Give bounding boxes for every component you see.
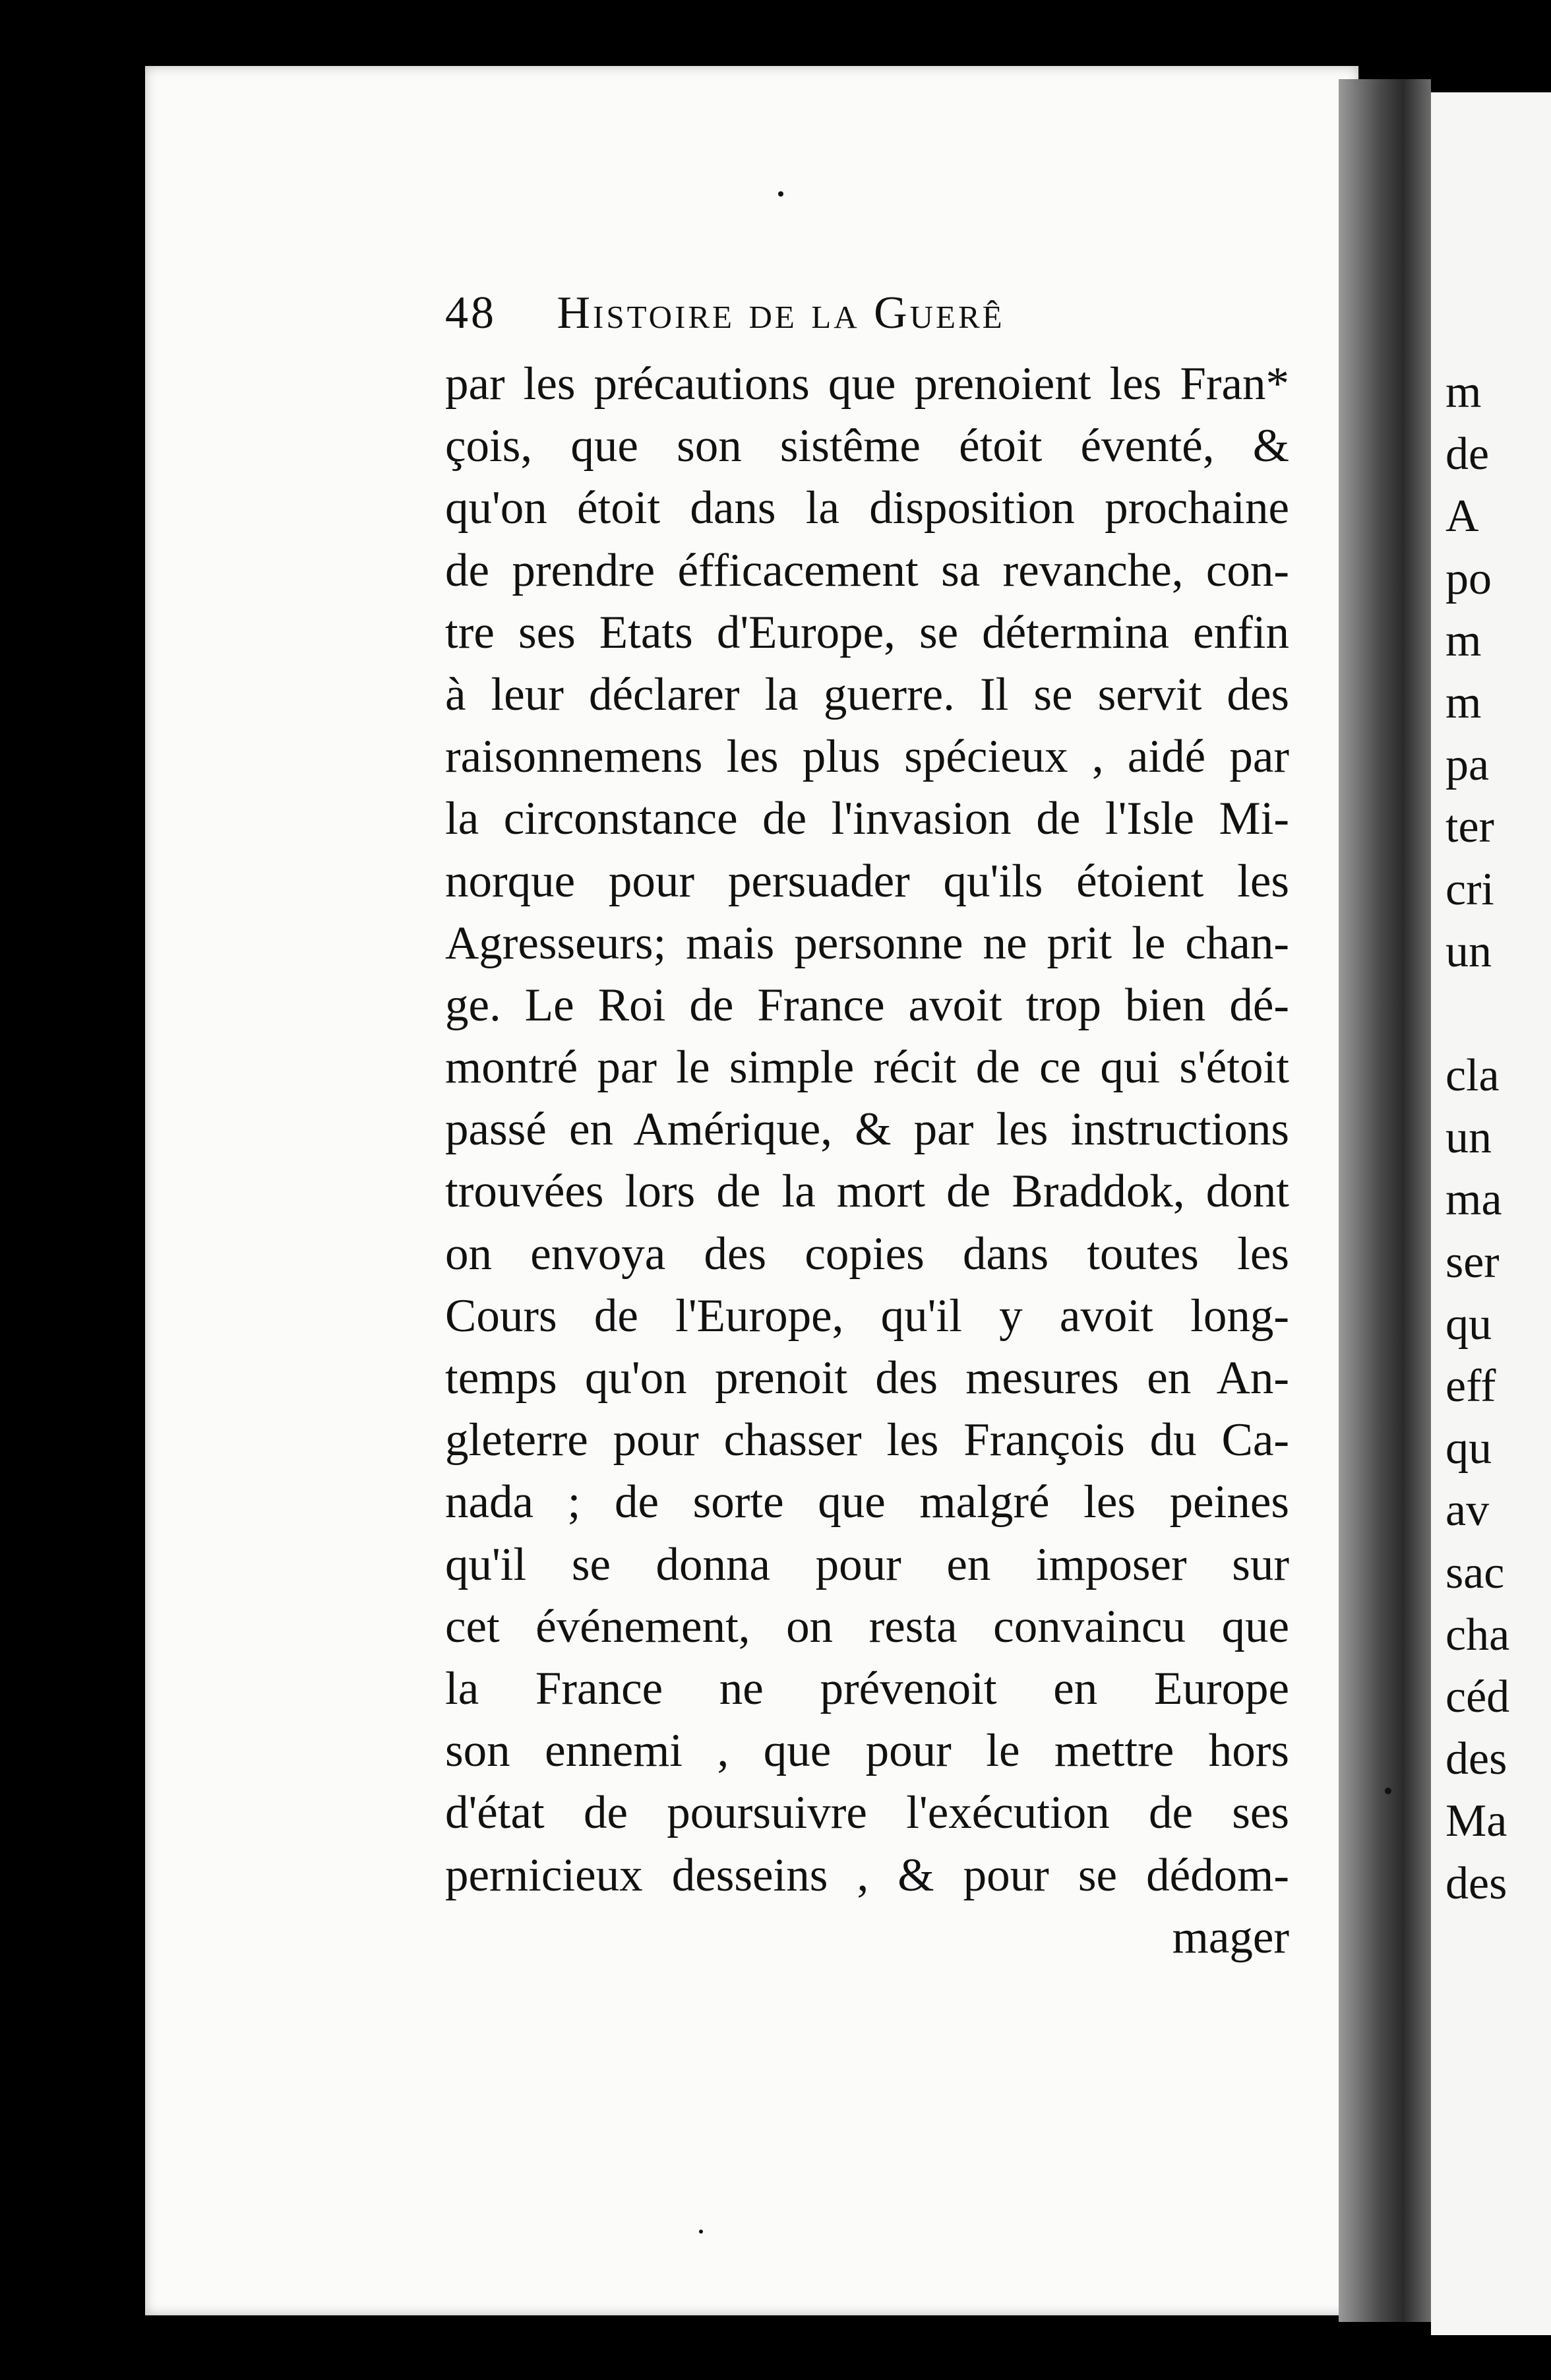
text-line: trouvées lors de la mort de Braddok, dont	[445, 1166, 1289, 1218]
facing-page-line: pa	[1445, 739, 1490, 791]
facing-page-line: céd	[1445, 1672, 1510, 1722]
facing-page-line: un	[1445, 925, 1492, 977]
text-line: par les précautions que prenoient les Fran*	[445, 358, 1289, 410]
facing-page-line: m	[1445, 677, 1482, 728]
text-line: qu'on étoit dans la disposition prochaine	[445, 482, 1289, 534]
facing-page-line: de	[1445, 429, 1490, 480]
text-line: qu'il se donna pour en imposer sur	[445, 1538, 1289, 1590]
text-line: la circonstance de l'invasion de l'Isle Mi-	[445, 793, 1289, 845]
text-line: çois, que son sistême étoit éventé, &	[445, 420, 1289, 472]
facing-page-line: po	[1445, 553, 1492, 604]
text-line: on envoya des copies dans toutes les	[445, 1228, 1289, 1280]
facing-page-line: cla	[1445, 1050, 1500, 1101]
text-line: gleterre pour chasser les François du Ca-	[445, 1414, 1289, 1466]
text-line: son ennemi , que pour le mettre hors	[445, 1725, 1289, 1777]
facing-page-line: un	[1445, 1112, 1492, 1164]
text-line: nada ; de sorte que malgré les peines	[445, 1476, 1289, 1528]
facing-page	[1431, 92, 1551, 2335]
facing-page-line: cri	[1445, 863, 1494, 915]
text-line: Cours de l'Europe, qu'il y avoit long-	[445, 1290, 1289, 1342]
scan-speck	[1385, 1788, 1391, 1794]
facing-page-line: qu	[1445, 1423, 1492, 1474]
text-line: la France ne prévenoit en Europe	[445, 1662, 1289, 1714]
facing-page-line: sac	[1445, 1547, 1505, 1598]
facing-page-line: av	[1445, 1485, 1490, 1536]
page-gutter-shadow	[1339, 79, 1431, 2322]
facing-page-line: m	[1445, 367, 1482, 418]
text-line: ge. Le Roi de France avoit trop bien dé-	[445, 979, 1289, 1031]
text-line: à leur déclarer la guerre. Il se servit des	[445, 668, 1289, 720]
facing-page-line: A	[1445, 491, 1479, 542]
facing-page-line: des	[1445, 1858, 1507, 1909]
facing-page-line: m	[1445, 615, 1482, 666]
facing-page-line: des	[1445, 1734, 1507, 1785]
facing-page-line: cha	[1445, 1609, 1510, 1660]
text-line: pernicieux desseins , & pour se dédom-	[445, 1849, 1289, 1901]
facing-page-line: qu	[1445, 1298, 1492, 1350]
text-line: Agresseurs; mais personne ne prit le chan-	[445, 917, 1289, 969]
page-number: 48	[445, 288, 497, 338]
text-line: tre ses Etats d'Europe, se détermina enfin	[445, 606, 1289, 658]
running-title: Histoire de la Guerê	[557, 288, 1005, 338]
text-line: de prendre éfficacement sa revanche, con-	[445, 544, 1289, 596]
text-line: norque pour persuader qu'ils étoient les	[445, 855, 1289, 907]
scan-speck	[699, 2230, 703, 2234]
running-head	[445, 287, 1302, 340]
catchword: mager	[1172, 1911, 1289, 1963]
facing-page-line: ter	[1445, 801, 1494, 853]
facing-page-line: Ma	[1445, 1796, 1507, 1847]
text-line: passé en Amérique, & par les instructions	[445, 1104, 1289, 1156]
body-text	[445, 353, 1289, 1968]
text-line: raisonnemens les plus spécieux , aidé par	[445, 731, 1289, 783]
text-line: temps qu'on prenoit des mesures en An-	[445, 1352, 1289, 1404]
text-line: cet événement, on resta convaincu que	[445, 1600, 1289, 1652]
text-line: montré par le simple récit de ce qui s'étoit	[445, 1042, 1289, 1094]
facing-page-line: eff	[1445, 1361, 1496, 1412]
facing-page-line: ser	[1445, 1236, 1500, 1288]
text-line: d'état de poursuivre l'exécution de ses	[445, 1787, 1289, 1839]
scan-speck	[778, 191, 783, 197]
facing-page-line: ma	[1445, 1174, 1502, 1226]
